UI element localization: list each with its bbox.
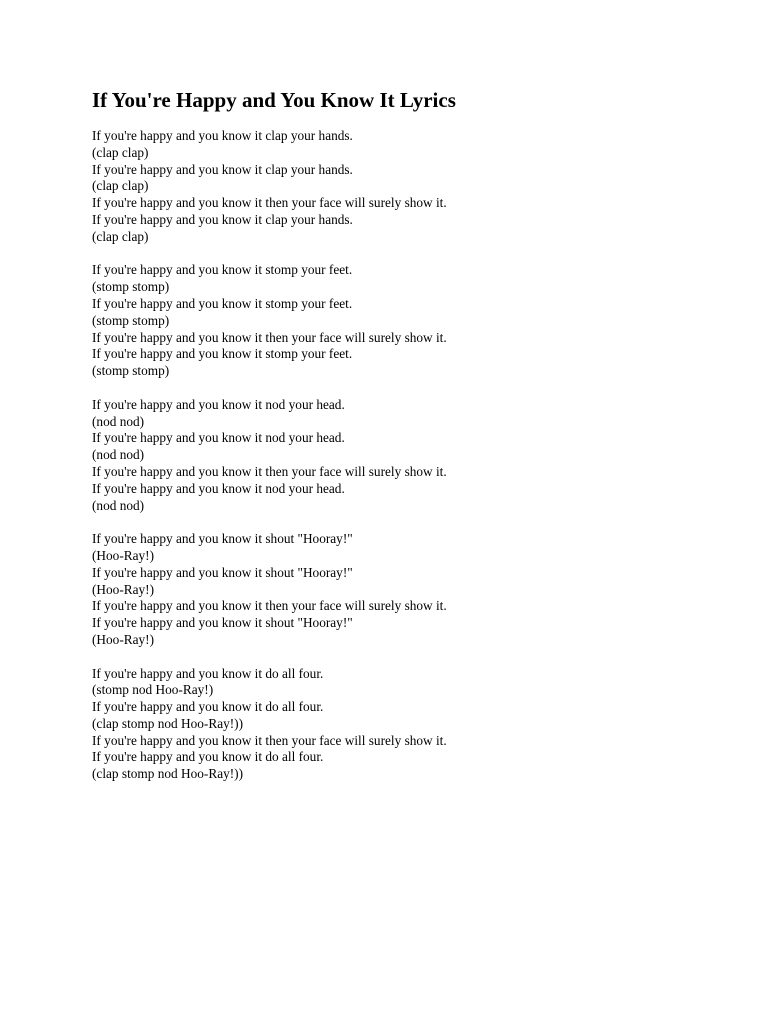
lyric-line: (Hoo-Ray!)	[92, 631, 155, 647]
lyric-line: If you're happy and you know it then your face will surely show it.	[92, 732, 447, 748]
lyric-line: If you're happy and you know it nod your head.	[92, 480, 345, 496]
verse-1	[92, 128, 732, 246]
lyric-line: If you're happy and you know it do all four.	[92, 749, 324, 765]
lyric-line: If you're happy and you know it do all four.	[92, 665, 324, 681]
verse-5	[92, 666, 732, 784]
page-title: If You're Happy and You Know It Lyrics	[92, 88, 456, 112]
lyric-line: If you're happy and you know it shout "Hooray!"	[92, 531, 353, 547]
lyric-line: If you're happy and you know it nod your head.	[92, 396, 345, 412]
lyric-line: If you're happy and you know it clap your hands.	[92, 161, 353, 177]
lyric-line: (nod nod)	[92, 447, 145, 463]
lyric-line: (clap stomp nod Hoo-Ray!))	[92, 715, 244, 731]
lyric-line: (stomp stomp)	[92, 279, 170, 295]
lyric-line: (stomp stomp)	[92, 363, 170, 379]
document-page	[92, 86, 732, 800]
lyric-line: (nod nod)	[92, 497, 145, 513]
lyric-line: (stomp nod Hoo-Ray!)	[92, 682, 214, 698]
lyric-line: If you're happy and you know it then your face will surely show it.	[92, 463, 447, 479]
lyric-line: If you're happy and you know it clap your hands.	[92, 211, 353, 227]
lyric-line: If you're happy and you know it do all four.	[92, 699, 324, 715]
lyric-line: (clap stomp nod Hoo-Ray!))	[92, 766, 244, 782]
lyric-line: If you're happy and you know it stomp your feet.	[92, 346, 353, 362]
lyric-line: If you're happy and you know it stomp your feet.	[92, 295, 353, 311]
lyric-line: (clap clap)	[92, 228, 149, 244]
lyric-line: (clap clap)	[92, 178, 149, 194]
lyric-line: (stomp stomp)	[92, 312, 170, 328]
lyric-line: If you're happy and you know it then your face will surely show it.	[92, 598, 447, 614]
lyric-line: If you're happy and you know it then your face will surely show it.	[92, 329, 447, 345]
lyric-line: (Hoo-Ray!)	[92, 581, 155, 597]
lyric-line: If you're happy and you know it shout "Hooray!"	[92, 615, 353, 631]
lyric-line: (nod nod)	[92, 413, 145, 429]
lyrics-body	[92, 128, 732, 783]
verse-2	[92, 262, 732, 380]
lyric-line: (Hoo-Ray!)	[92, 547, 155, 563]
verse-4	[92, 531, 732, 649]
verse-3	[92, 397, 732, 515]
lyric-line: If you're happy and you know it stomp your feet.	[92, 262, 353, 278]
lyric-line: If you're happy and you know it then your face will surely show it.	[92, 195, 447, 211]
lyric-line: (clap clap)	[92, 144, 149, 160]
lyric-line: If you're happy and you know it clap your hands.	[92, 128, 353, 143]
lyric-line: If you're happy and you know it nod your head.	[92, 430, 345, 446]
lyric-line: If you're happy and you know it shout "Hooray!"	[92, 564, 353, 580]
